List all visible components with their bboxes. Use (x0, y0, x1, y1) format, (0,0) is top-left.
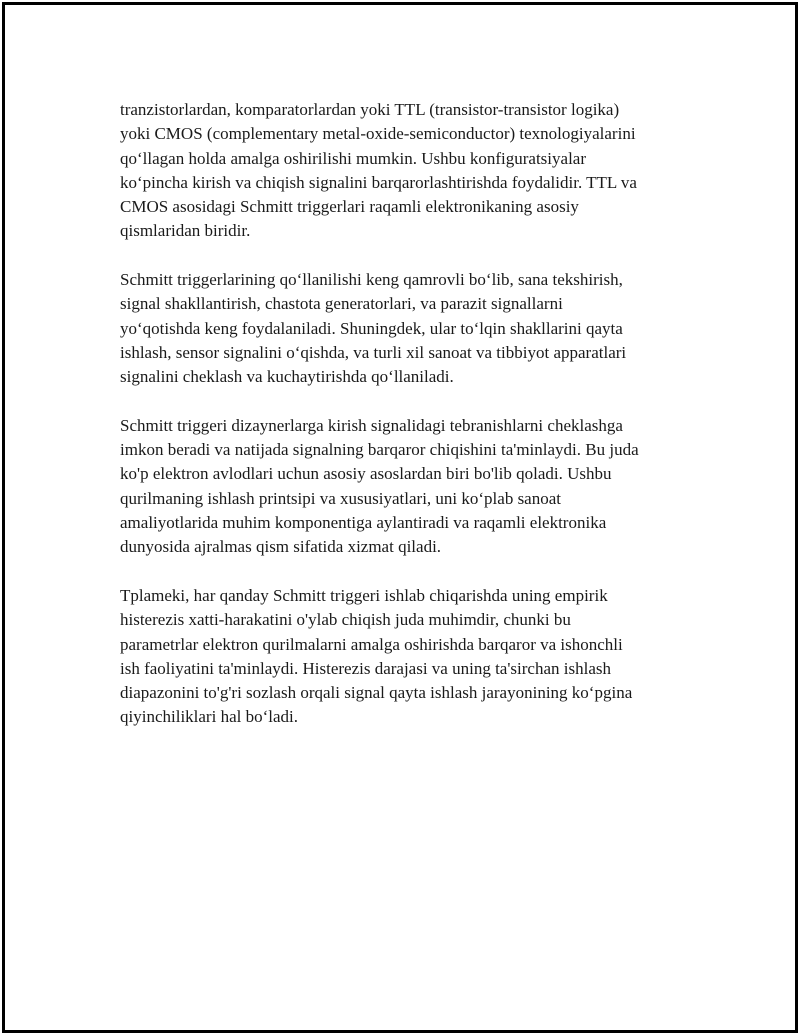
text-line: CMOS asosidagi Schmitt triggerlari raqamli elektronikaning asosiy (120, 197, 579, 217)
document-body (120, 98, 700, 754)
text-line: qurilmaning ishlash printsipi va xususiyatlari, uni ko‘plab sanoat (120, 488, 561, 508)
text-line: ko'p elektron avlodlari uchun asosiy asoslardan biri bo'lib qoladi. Ushbu (120, 464, 612, 484)
text-line: imkon beradi va natijada signalning barqaror chiqishini ta'minlaydi. Bu juda (120, 440, 639, 460)
page-frame (2, 2, 798, 1033)
text-line: ish faoliyatini ta'minlaydi. Histerezis darajasi va uning ta'sirchan ishlash (120, 658, 611, 678)
text-line: Tplameki, har qanday Schmitt triggeri ishlab chiqarishda uning empirik (120, 585, 608, 605)
text-line: ko‘pincha kirish va chiqish signalini barqarorlashtirishda foydalidir. TTL va (120, 172, 637, 192)
paragraph-4 (120, 584, 700, 730)
text-line: histerezis xatti-harakatini o'ylab chiqish juda muhimdir, chunki bu (120, 610, 571, 630)
text-line: yo‘qotishda keng foydalaniladi. Shuningdek, ular to‘lqin shakllarini qayta (120, 318, 623, 338)
text-line: qiyinchiliklari hal bo‘ladi. (120, 707, 298, 727)
text-line: parametrlar elektron qurilmalarni amalga oshirishda barqaror va ishonchli (120, 634, 623, 654)
text-line: diapazonini to'g'ri sozlash orqali signal qayta ishlash jarayonining ko‘pgina (120, 683, 633, 703)
text-line: signal shakllantirish, chastota generatorlari, va parazit signallarni (120, 294, 563, 314)
paragraph-3 (120, 414, 700, 560)
text-line: qo‘llagan holda amalga oshirilishi mumkin. Ushbu konfiguratsiyalar (120, 148, 586, 168)
text-line: amaliyotlarida muhim komponentiga aylantiradi va raqamli elektronika (120, 513, 607, 533)
text-line: signalini cheklash va kuchaytirishda qo‘llaniladi. (120, 367, 454, 387)
text-line: yoki CMOS (complementary metal-oxide-semiconductor) texnologiyalarini (120, 124, 636, 144)
text-line: Schmitt triggerlarining qo‘llanilishi keng qamrovli bo‘lib, sana tekshirish, (120, 270, 623, 290)
text-line: ishlash, sensor signalini o‘qishda, va turli xil sanoat va tibbiyot apparatlari (120, 342, 627, 362)
paragraph-2 (120, 268, 700, 389)
text-line: Schmitt triggeri dizaynerlarga kirish signalidagi tebranishlarni cheklashga (120, 415, 623, 435)
paragraph-1 (120, 98, 700, 244)
text-line: tranzistorlardan, komparatorlardan yoki TTL (transistor-transistor logika) (120, 100, 620, 119)
text-line: qismlaridan biridir. (120, 221, 251, 241)
text-line: dunyosida ajralmas qism sifatida xizmat qiladi. (120, 537, 442, 557)
